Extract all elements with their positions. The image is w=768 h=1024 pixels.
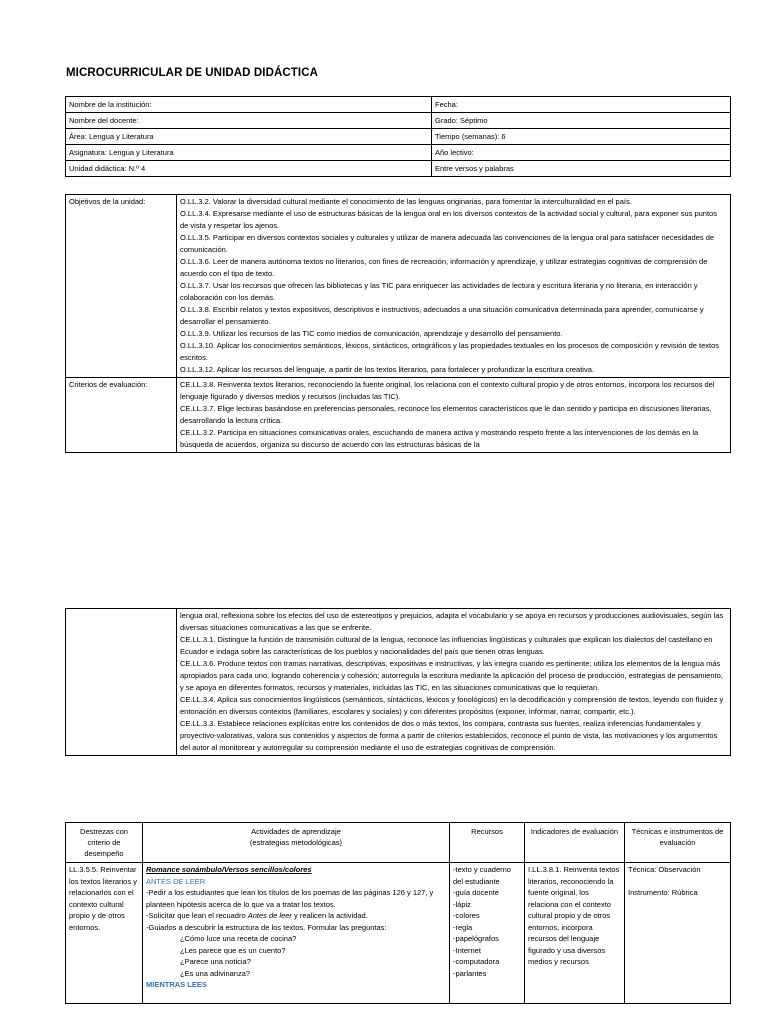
criteria-item: CE.LL.3.6. Produce textos con tramas narrativas, descriptivas, expositivas e instructivas, y las integra cuando es pertinente; utiliza los elementos de la lengua más apropiados para cada uno, logrando coherencia y cohesión; autorregula la escritura mediante la aplicación del proceso de producción, estrategias de pensamiento, y se apoya en diferentes formatos, recursos y materiales, incluidas las TIC, en las situaciones comunicativas que lo requieran. [180, 659, 723, 692]
objective-item: O.LL.3.5. Participar en diversos contextos sociales y culturales y utilizar de manera adecuada las convenciones de la lengua oral para satisfacer necesidades de comunicación. [180, 233, 715, 254]
objectives-row [66, 195, 731, 378]
unit-name-cell: Entre versos y palabras [432, 161, 731, 177]
unit-cell: Unidad didáctica: N.º 4 [66, 161, 432, 177]
teacher-cell: Nombre del docente: [66, 113, 432, 129]
criteria-item: CE.LL.3.2. Participa en situaciones comunicativas orales, escuchando de manera activa y mostrando respeto frente a las intervenciones de los demás en la búsqueda de acuerdos, organiza su discurso de acuerdo con las estructuras básicas de la [180, 428, 699, 449]
mientras-heading: MIENTRAS LEES [146, 980, 207, 989]
activity-italic-text: Antes de leer [247, 911, 292, 920]
objectives-label: Objetivos de la unidad: [66, 195, 177, 378]
school-year-cell: Año lectivo: [432, 145, 731, 161]
criteria-item: CE.LL.3.4. Aplica sus conocimientos lingüísticos (semánticos, sintácticos, léxicos y fonológicos) en la decodificación y comprensión de textos, leyendo con fluidez y entonación en diversos contextos (familiares, escolares y sociales) y con diferentes propósitos (exponer, informar, narrar, compartir, etc.). [180, 695, 724, 716]
criteria-item: CE.LL.3.1. Distingue la función de transmisión cultural de la lengua, reconoce las influencias lingüísticas y culturales que explican los dialectos del castellano en Ecuador e indaga sobre las características de los pueblos y nacionalidades del país que tienen otras lenguas. [180, 635, 713, 656]
indicador-cell: I.LL.3.8.1. Reinventa textos literarios, reconociendo la fuente original, los relaciona con el contexto cultural propio y de otros entornos, incorpora recursos del lenguaje figurado y usa diversos medios y recursos [525, 863, 625, 1004]
info-row [66, 129, 731, 145]
criteria-item: CE.LL.3.7. Elige lecturas basándose en preferencias personales, reconoce los elementos característicos que le dan sentido y participa en discusiones literarias, desarrollando la lectura crítica. [180, 404, 712, 425]
activities-header-row [66, 823, 731, 863]
criteria-row-continued [66, 609, 731, 756]
recurso-item: -regla [453, 922, 473, 932]
recurso-item: -parlantes [453, 968, 487, 978]
tecnicas-header: Técnicas e instrumentos de evaluación [625, 823, 731, 863]
criteria-content [177, 378, 731, 453]
criteria-continued-table [65, 608, 731, 756]
objectives-criteria-table [65, 194, 731, 453]
recursos-cell [450, 863, 525, 1004]
tecnica-text: Técnica: Observación [628, 865, 701, 874]
tecnicas-cell [625, 863, 731, 1004]
objective-item: O.LL.3.10. Aplicar los conocimientos semánticos, léxicos, sintácticos, ortográficos y las propiedades textuales en los procesos de composición y revisión de textos escritos. [180, 341, 720, 362]
criteria-content-continued [177, 609, 731, 756]
recurso-item: -lápiz [453, 899, 471, 909]
recurso-item: -texto y cuaderno del estudiante [453, 865, 511, 886]
criteria-item: CE.LL.3.3. Establece relaciones explícitas entre los contenidos de dos o más textos, los compara, contrasta sus fuentes, realiza inferencias fundamentales y proyectivo-valorativas, valora sus contenidos y aspectos de forma a partir de criterios establecidos, reconoce el punto de vista, las motivaciones y los argumentos del autor al monitorear y autorregular su comprensión mediante el uso de estrategias cognitivas de comprensión. [180, 719, 718, 752]
objective-item: O.LL.3.12. Aplicar los recursos del lenguaje, a partir de los textos literarios, para fortalecer y profundizar la escritura creativa. [180, 365, 594, 374]
question-item: ¿Es una adivinanza? [180, 968, 251, 978]
institution-cell: Nombre de la institución: [66, 97, 432, 113]
instrumento-text: Instrumento: Rúbrica [628, 887, 698, 897]
criteria-label: Criterios de evaluación: [66, 378, 177, 453]
info-table [65, 96, 731, 177]
objective-item: O.LL.3.2. Valorar la diversidad cultural mediante el conocimiento de las lenguas originarias, para fomentar la interculturalidad en el país. [180, 197, 632, 206]
actividades-cell [143, 863, 450, 1004]
antes-heading: ANTES DE LEER [146, 876, 206, 886]
grade-cell: Grado: Séptimo [432, 113, 731, 129]
activity-text: y realicen la actividad. [291, 911, 368, 920]
criteria-row [66, 378, 731, 453]
criteria-label-empty [66, 609, 177, 756]
objective-item: O.LL.3.4. Expresarse mediante el uso de estructuras básicas de la lengua oral en los diversos contextos de la actividad social y cultural, para exponer sus puntos de vista y respetar los ajenos. [180, 209, 717, 230]
criteria-item-clip [180, 427, 727, 451]
activity-topic: Romance sonámbulo/Versos sencillos/colores [146, 865, 312, 874]
area-cell: Área: Lengua y Literatura [66, 129, 432, 145]
objective-item: O.LL.3.7. Usar los recursos que ofrecen las bibliotecas y las TIC para enriquecer las actividades de lectura y escritura literaria y no literaria, en interacción y colaboración con los demás. [180, 281, 698, 302]
info-row [66, 161, 731, 177]
activity-line: -Guiarlos a descubrir la estructura de los textos. Formular las preguntas: [146, 922, 387, 932]
subject-cell: Asignatura: Lengua y Literatura [66, 145, 432, 161]
criteria-item: CE.LL.3.8. Reinventa textos literarios, reconociendo la fuente original, los relaciona con el contexto cultural propio y de otros entornos, incorpora los recursos del lenguaje figurado y diversos medios y recursos (incluidas las TIC). [180, 380, 715, 401]
info-row [66, 97, 731, 113]
time-cell: Tiempo (semanas): 6 [432, 129, 731, 145]
date-cell: Fecha: [432, 97, 731, 113]
document-title: MICROCURRICULAR DE UNIDAD DIDÁCTICA [66, 67, 319, 79]
objective-item: O.LL.3.8. Escribir relatos y textos expositivos, descriptivos e instructivos, adecuados a una situación comunicativa determinada para aprender, comunicarse y desarrollar el pensamiento. [180, 305, 704, 326]
recurso-item: -Internet [453, 945, 481, 955]
question-item: ¿Parece una noticia? [180, 957, 251, 966]
objective-item: O.LL.3.9. Utilizar los recursos de las TIC como medios de comunicación, aprendizaje y desarrollo del pensamiento. [180, 329, 563, 338]
destreza-cell: LL.3.5.5. Reinventar los textos literarios y relacionarlos con el contexto cultural propio y de otros entornos. [66, 863, 143, 1004]
question-item: ¿Les parece que es un cuento? [180, 945, 286, 955]
indicadores-header: Indicadores de evaluación [525, 823, 625, 863]
recursos-header: Recursos [450, 823, 525, 863]
question-item: ¿Cómo luce una receta de cocina? [180, 934, 297, 943]
criteria-item: lengua oral, reflexiona sobre los efectos del uso de estereotipos y prejuicios, adapta el vocabulario y se apoya en recursos y producciones audiovisuales, según las diversas situaciones comunicativas a las que se enfrente. [180, 611, 724, 632]
actividades-header: Actividades de aprendizaje (estrategias metodológicas) [143, 823, 450, 863]
info-row [66, 145, 731, 161]
info-row [66, 113, 731, 129]
recurso-item: -computadora [453, 957, 500, 966]
recurso-item: -guía docente [453, 888, 499, 897]
activity-line [146, 910, 446, 922]
recurso-item: -papelógrafos [453, 934, 499, 943]
objectives-content [177, 195, 731, 378]
activities-row [66, 863, 731, 1004]
recurso-item: -colores [453, 911, 480, 920]
destrezas-header: Destrezas con criterio de desempeño [66, 823, 143, 863]
activities-table [65, 822, 731, 1004]
objective-item: O.LL.3.6. Leer de manera autónoma textos no literarios, con fines de recreación, información y aprendizaje, y utilizar estrategias cognitivas de comprensión de acuerdo con el tipo de texto. [180, 257, 708, 278]
activity-line: -Pedir a los estudiantes que lean los títulos de los poemas de las páginas 126 y 127, y planteen hipótesis acerca de lo que va a tratar los textos. [146, 888, 434, 909]
activity-text: -Solicitar que lean el recuadro [146, 911, 248, 920]
